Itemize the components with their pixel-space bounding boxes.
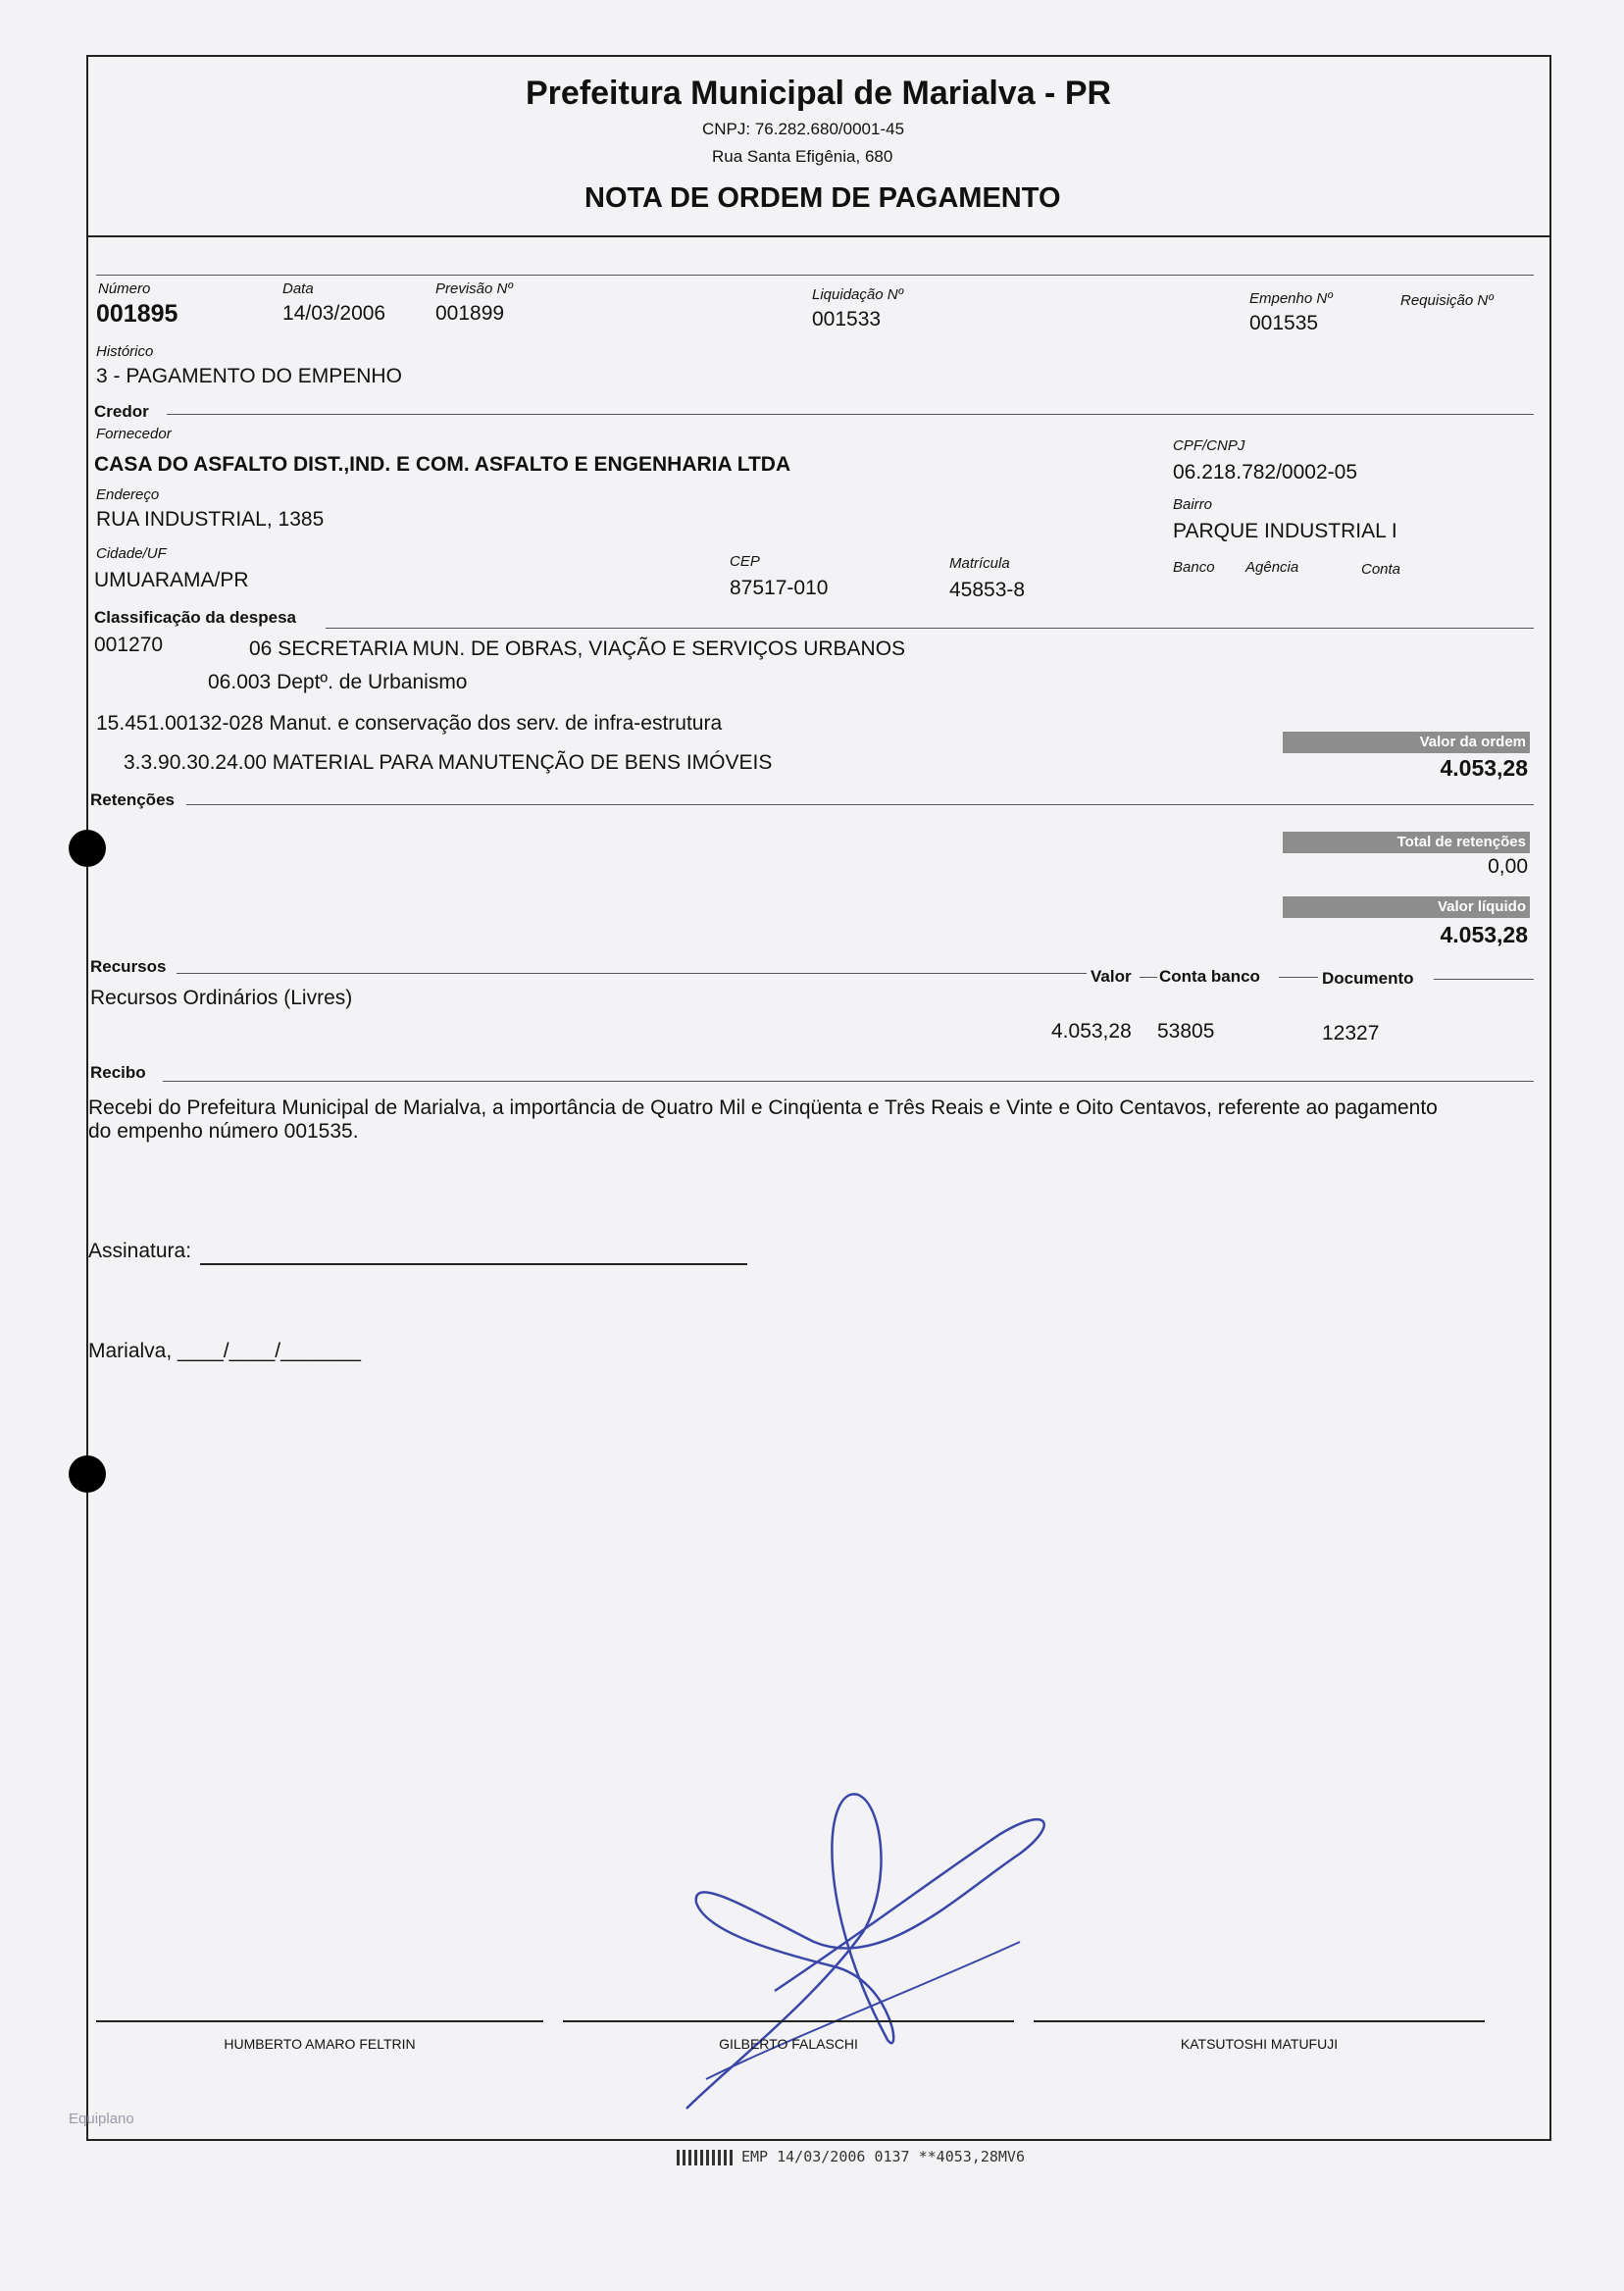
- recursos-rule-2: [1140, 977, 1157, 978]
- empenho-label: Empenho Nº: [1249, 290, 1333, 307]
- cep-label: CEP: [730, 553, 760, 570]
- empenho-value: 001535: [1249, 312, 1319, 334]
- cidade-label: Cidade/UF: [96, 545, 167, 562]
- cep-value: 87517-010: [730, 577, 829, 599]
- cpf-value: 06.218.782/0002-05: [1173, 461, 1358, 484]
- total-retencoes-value: 0,00: [1488, 855, 1528, 878]
- liquidacao-value: 001533: [812, 308, 882, 331]
- bank-stamp: EMP 14/03/2006 0137 **4053,28MV6: [741, 2148, 1025, 2165]
- signatory-2: GILBERTO FALASCHI: [719, 2036, 858, 2052]
- recursos-valor-header: Valor: [1091, 967, 1132, 986]
- recursos-rule: [177, 973, 1087, 974]
- binder-hole-bottom: [69, 1455, 106, 1493]
- classificacao-elemento: 3.3.90.30.24.00 MATERIAL PARA MANUTENÇÃO DE BENS IMÓVEIS: [124, 751, 773, 774]
- signatory-3: KATSUTOSHI MATUFUJI: [1180, 2036, 1339, 2052]
- data-label: Data: [282, 280, 314, 297]
- handwritten-signature: [667, 1785, 1079, 2118]
- endereco-value: RUA INDUSTRIAL, 1385: [96, 508, 325, 531]
- recibo-text: Recebi do Prefeitura Municipal de Marialva, a importância de Quatro Mil e Cinqüenta e Três Reais e Vinte e Oito Centavos, referente ao pagamento do empenho número 001535.: [88, 1096, 1438, 1143]
- classificacao-programa: 15.451.00132-028 Manut. e conservação dos serv. de infra-estrutura: [96, 712, 723, 735]
- page-title: Prefeitura Municipal de Marialva - PR: [526, 75, 1112, 112]
- cnpj: CNPJ: 76.282.680/0001-45: [702, 120, 905, 138]
- valor-ordem-bar: Valor da ordem: [1283, 732, 1530, 753]
- recibo-rule: [163, 1081, 1534, 1082]
- bank-stamp-mark: [677, 2150, 734, 2165]
- conta-label: Conta: [1361, 561, 1401, 578]
- signatory-1: HUMBERTO AMARO FELTRIN: [224, 2036, 416, 2052]
- credor-section-title: Credor: [94, 402, 149, 421]
- classificacao-section-title: Classificação da despesa: [94, 608, 297, 627]
- matricula-label: Matrícula: [949, 555, 1010, 572]
- cpf-label: CPF/CNPJ: [1173, 437, 1245, 454]
- assinatura-line: [200, 1263, 747, 1265]
- signature-line-3: [1034, 2020, 1485, 2022]
- previsao-value: 001899: [435, 302, 505, 325]
- meta-top-rule: [96, 275, 1534, 276]
- assinatura-label: Assinatura:: [88, 1240, 192, 1262]
- recursos-fonte: Recursos Ordinários (Livres): [90, 987, 353, 1009]
- address: Rua Santa Efigênia, 680: [712, 147, 893, 166]
- endereco-label: Endereço: [96, 486, 160, 503]
- classificacao-unidade: 06.003 Deptº. de Urbanismo: [208, 671, 468, 693]
- cidade-value: UMUARAMA/PR: [94, 569, 249, 591]
- classificacao-rule: [326, 628, 1534, 629]
- classificacao-orgao: 06 SECRETARIA MUN. DE OBRAS, VIAÇÃO E SERVIÇOS URBANOS: [249, 637, 906, 660]
- valor-ordem-value: 4.053,28: [1440, 755, 1528, 781]
- bairro-label: Bairro: [1173, 496, 1213, 513]
- recursos-documento: 12327: [1322, 1022, 1380, 1044]
- recursos-valor: 4.053,28: [1051, 1020, 1132, 1043]
- recursos-conta: 53805: [1157, 1020, 1215, 1043]
- valor-liquido-bar: Valor líquido: [1283, 896, 1530, 918]
- recursos-documento-header: Documento: [1322, 969, 1414, 988]
- historico-value: 3 - PAGAMENTO DO EMPENHO: [96, 365, 402, 387]
- requisicao-label: Requisição Nº: [1400, 292, 1494, 309]
- retencoes-section-title: Retenções: [90, 790, 175, 809]
- previsao-label: Previsão Nº: [435, 280, 513, 297]
- agencia-label: Agência: [1245, 559, 1299, 576]
- recursos-section-title: Recursos: [90, 957, 167, 976]
- numero-value: 001895: [96, 300, 178, 328]
- recursos-rule-4: [1434, 979, 1534, 980]
- header-divider: [86, 235, 1549, 237]
- data-value: 14/03/2006: [282, 302, 386, 325]
- credor-rule: [167, 414, 1534, 415]
- total-retencoes-bar: Total de retenções: [1283, 832, 1530, 853]
- classificacao-code: 001270: [94, 634, 164, 656]
- software-name: Equiplano: [69, 2111, 134, 2127]
- recursos-rule-3: [1279, 977, 1318, 978]
- recursos-conta-header: Conta banco: [1159, 967, 1260, 986]
- fornecedor-label: Fornecedor: [96, 426, 172, 442]
- local-data-line: Marialva, ____/____/_______: [88, 1340, 361, 1362]
- document-title: NOTA DE ORDEM DE PAGAMENTO: [584, 182, 1061, 214]
- valor-liquido-value: 4.053,28: [1440, 922, 1528, 947]
- binder-hole-top: [69, 830, 106, 867]
- historico-label: Histórico: [96, 343, 154, 360]
- banco-label: Banco: [1173, 559, 1215, 576]
- numero-label: Número: [98, 280, 151, 297]
- bairro-value: PARQUE INDUSTRIAL I: [1173, 520, 1397, 542]
- recibo-section-title: Recibo: [90, 1063, 146, 1082]
- signature-line-2: [563, 2020, 1014, 2022]
- fornecedor-value: CASA DO ASFALTO DIST.,IND. E COM. ASFALTO E ENGENHARIA LTDA: [94, 453, 791, 476]
- liquidacao-label: Liquidação Nº: [812, 286, 904, 303]
- signature-line-1: [96, 2020, 543, 2022]
- retencoes-rule: [186, 804, 1534, 805]
- matricula-value: 45853-8: [949, 579, 1026, 601]
